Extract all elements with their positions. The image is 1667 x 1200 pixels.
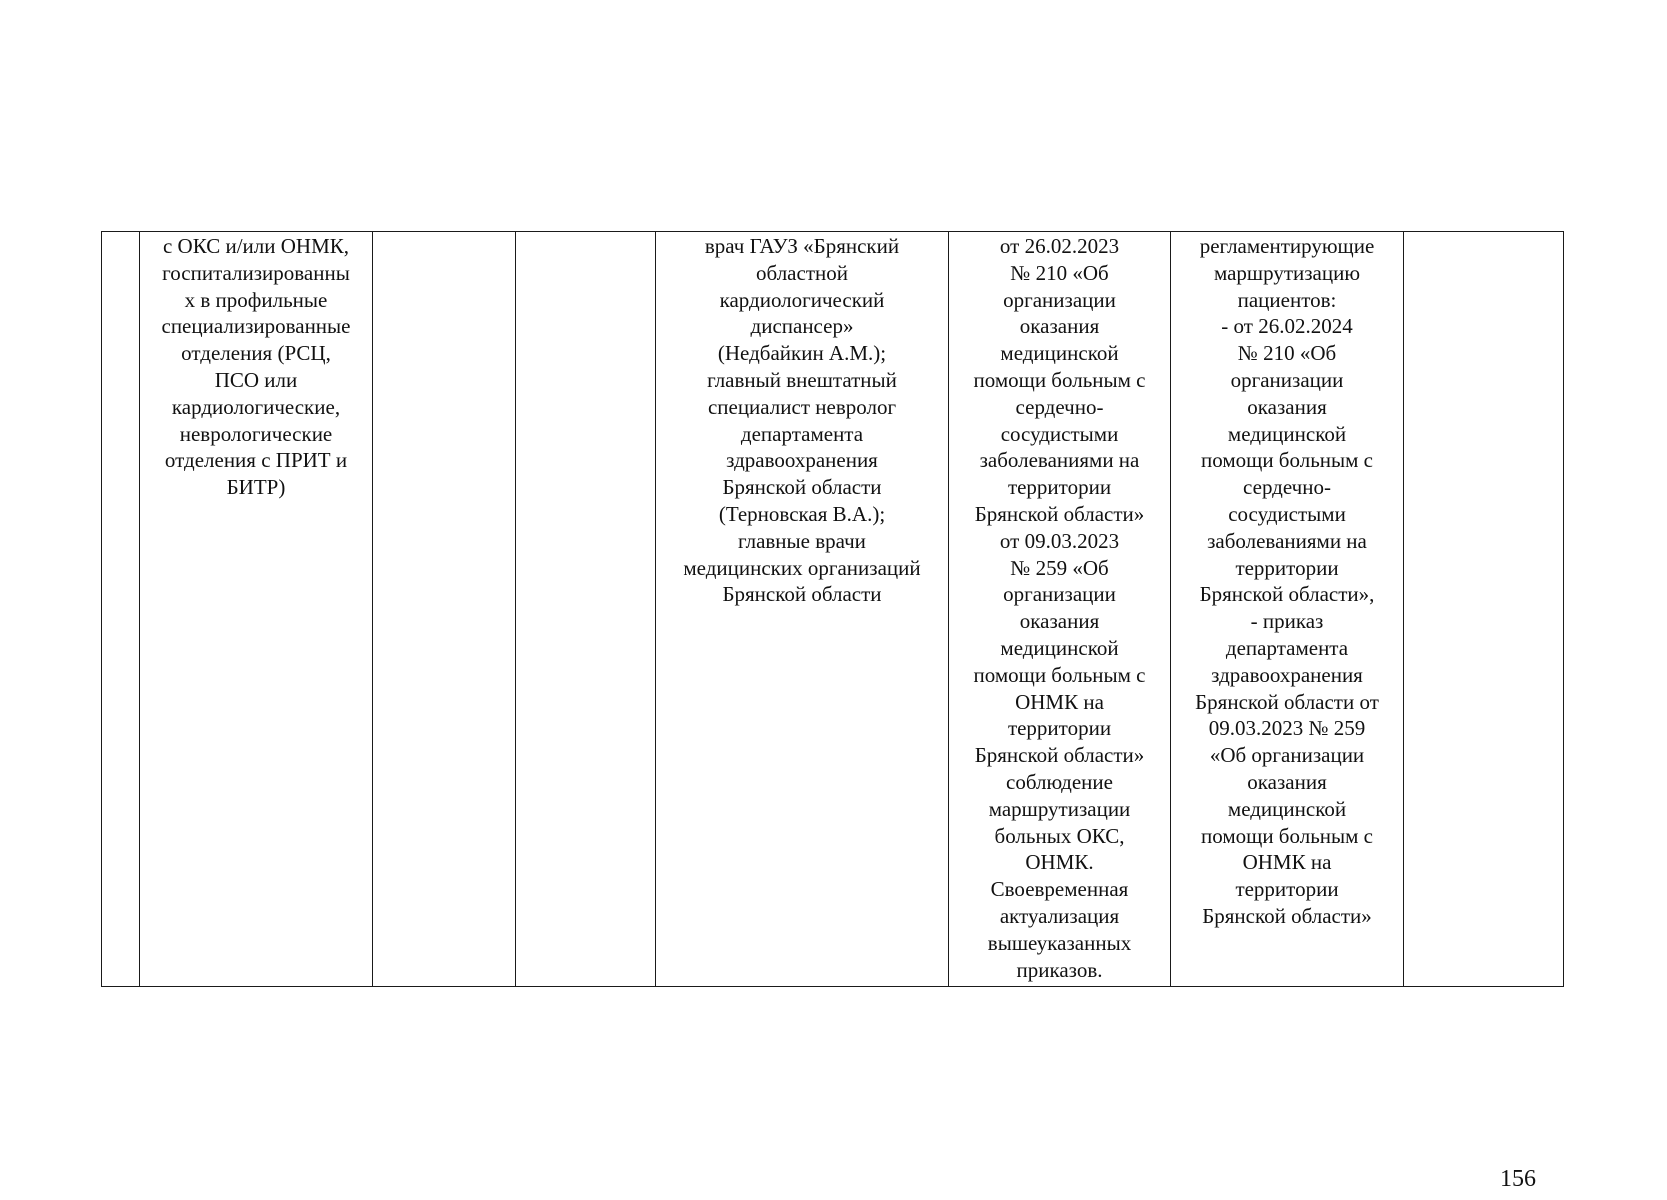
cell-orders: от 26.02.2023 № 210 «Об организации оказания медицинской помощи больным с сердечно- сосудистыми заболеваниями на территории Брянской области» от 09.03.2023 № 259 «Об организации оказания медицинской помощи больным с ОНМК на территории Брянской области» соблюдение маршрутизации больных ОКС, ОНМК. Своевременная актуализация вышеуказанных приказов. (949, 232, 1171, 987)
cell-empty-3 (1404, 232, 1564, 987)
cell-responsible: врач ГАУЗ «Брянский областной кардиологический диспансер» (Недбайкин А.М.); главный внештатный специалист невролог департамента здравоохранения Брянской области (Терновская В.А.); главные врачи медицинских организаций Брянской области (656, 232, 949, 987)
cell-regulations: регламентирующие маршрутизацию пациентов: - от 26.02.2024 № 210 «Об организации оказания медицинской помощи больным с сердечно- сосудистыми заболеваниями на территории Брянской области», - приказ департамента здравоохранения Брянской области от 09.03.2023 № 259 «Об организации оказания медицинской помощи больным с ОНМК на территории Брянской области» (1171, 232, 1404, 987)
cell-empty-2 (516, 232, 656, 987)
page-number: 156 (1500, 1166, 1536, 1192)
data-table (101, 231, 1564, 987)
table-row (102, 232, 1564, 987)
cell-patient-group: с ОКС и/или ОНМК, госпитализированны х в профильные специализированные отделения (РСЦ, ПСО или кардиологические, неврологические отделения с ПРИТ и БИТР) (140, 232, 373, 987)
cell-number (102, 232, 140, 987)
cell-empty-1 (373, 232, 516, 987)
